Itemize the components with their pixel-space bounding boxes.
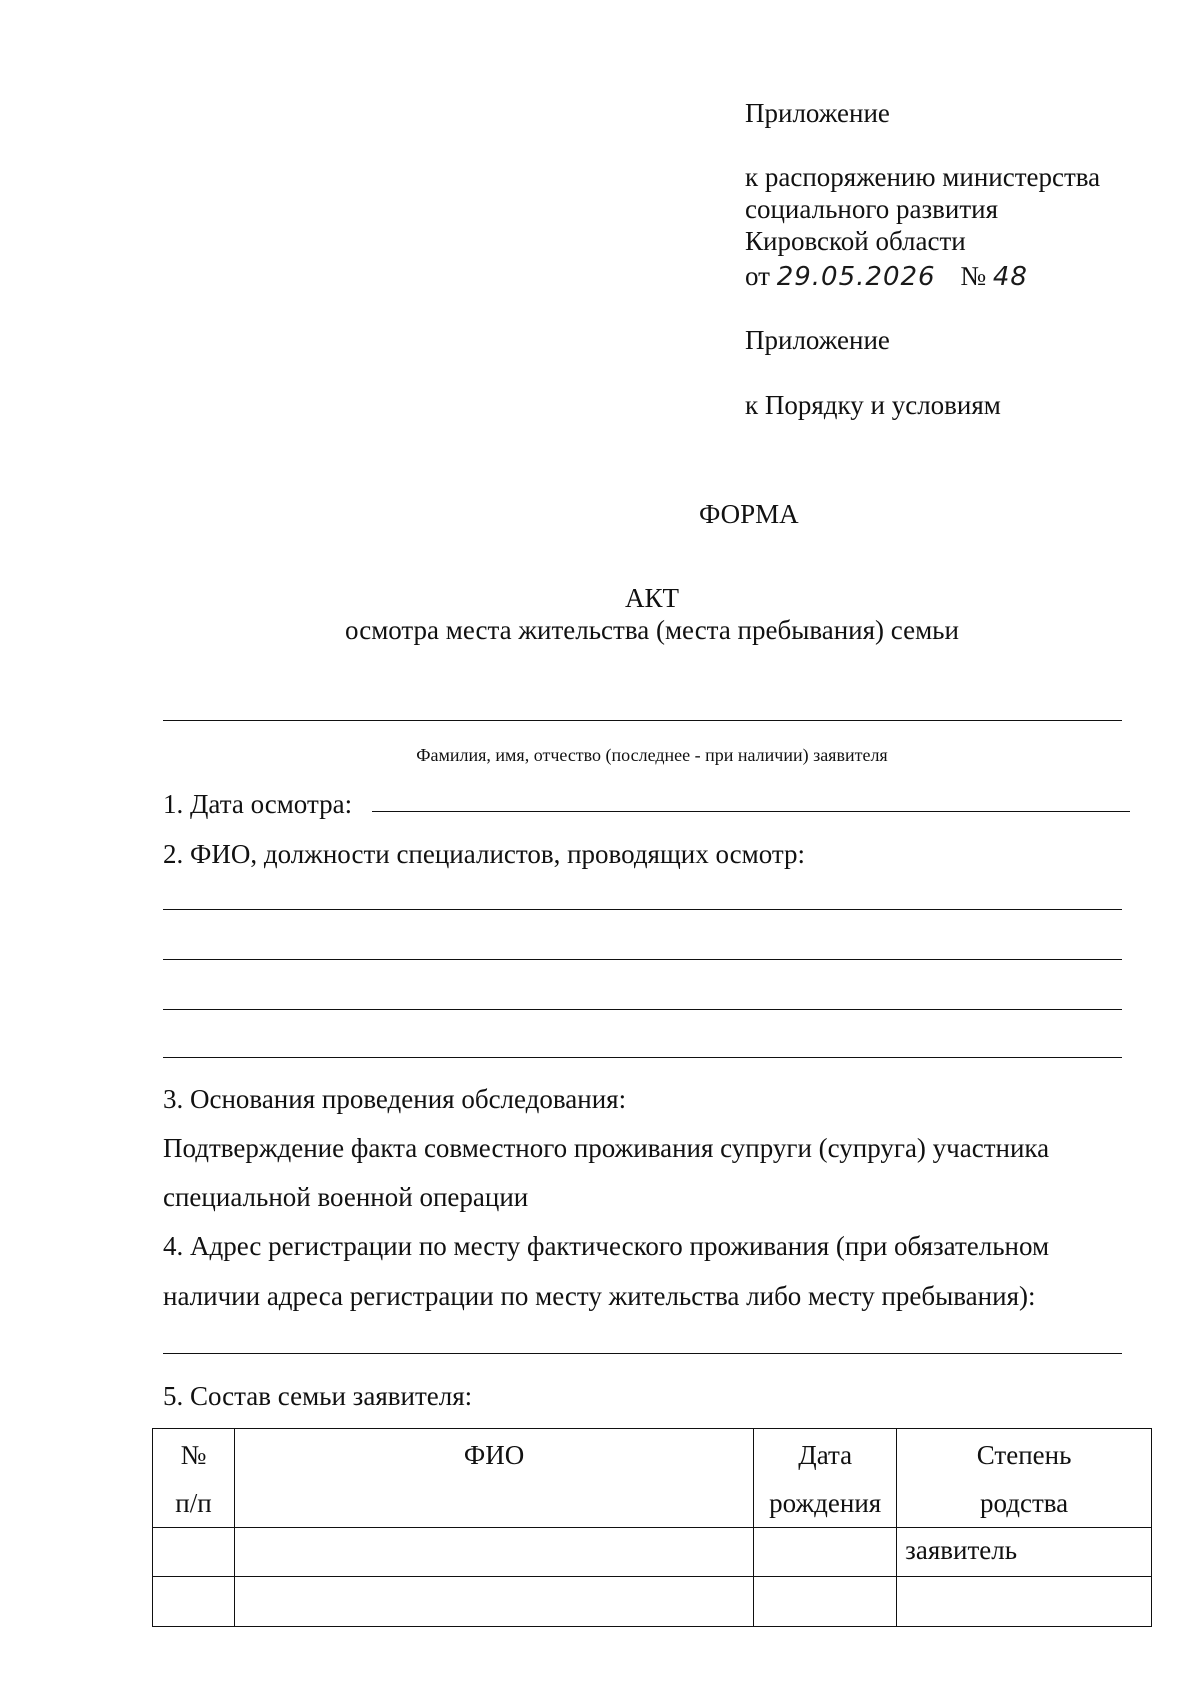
inspection-date-line[interactable] xyxy=(372,811,1130,812)
header-relation xyxy=(897,1429,1152,1528)
inspection-date-label: 1. Дата осмотра: xyxy=(163,789,353,819)
family-table xyxy=(152,1428,1152,1627)
header-birth xyxy=(754,1429,897,1528)
table-header-row xyxy=(153,1429,1152,1528)
specialists-label: 2. ФИО, должности специалистов, проводящих осмотр: xyxy=(163,839,805,869)
header-num-line-2: п/п xyxy=(175,1488,212,1518)
row-2-name[interactable] xyxy=(234,1577,753,1627)
from-prefix: от xyxy=(745,261,770,291)
row-1-birth[interactable] xyxy=(754,1528,897,1577)
applicant-name-line[interactable] xyxy=(163,720,1122,721)
form-label: ФОРМА xyxy=(699,499,799,529)
grounds-text-line-2: специальной военной операции xyxy=(163,1182,529,1212)
grounds-text-line-1: Подтверждение факта совместного проживания супруги (супруга) участника xyxy=(163,1133,1050,1163)
specialists-line-4[interactable] xyxy=(163,1057,1122,1058)
row-1-relation[interactable]: заявитель xyxy=(897,1528,1152,1577)
address-label-line-2: наличии адреса регистрации по месту жительства либо месту пребывания): xyxy=(163,1281,1036,1311)
row-2-num[interactable] xyxy=(153,1577,235,1627)
order-ref-line-2: социального развития xyxy=(745,194,999,224)
specialists-line-3[interactable] xyxy=(163,1009,1122,1010)
row-2-relation[interactable] xyxy=(897,1577,1152,1627)
header-relation-line-1: Степень xyxy=(976,1440,1072,1470)
number-prefix: № xyxy=(960,261,987,291)
address-label-line-1: 4. Адрес регистрации по месту фактического проживания (при обязательном xyxy=(163,1231,1050,1261)
table-row xyxy=(153,1577,1152,1627)
act-title: АКТ xyxy=(625,583,679,613)
row-1-num[interactable] xyxy=(153,1528,235,1577)
header-num-line-1: № xyxy=(180,1440,207,1470)
handwritten-number: 48 xyxy=(992,262,1028,292)
header-name xyxy=(234,1429,753,1528)
order-ref-line-1: к распоряжению министерства xyxy=(745,162,1101,192)
appendix-label: Приложение xyxy=(745,98,890,128)
header-birth-line-1: Дата xyxy=(798,1440,853,1470)
order-date-line xyxy=(745,260,1028,293)
order-ref-line-3: Кировской области xyxy=(745,226,966,256)
act-subtitle: осмотра места жительства (места пребывания) семьи xyxy=(345,615,959,645)
appendix-label-2: Приложение xyxy=(745,325,890,355)
family-label: 5. Состав семьи заявителя: xyxy=(163,1381,473,1411)
header-name-text: ФИО xyxy=(463,1440,525,1470)
row-2-birth[interactable] xyxy=(754,1577,897,1627)
header-birth-line-2: рождения xyxy=(769,1488,882,1518)
address-line[interactable] xyxy=(163,1353,1122,1354)
specialists-line-2[interactable] xyxy=(163,959,1122,960)
grounds-label: 3. Основания проведения обследования: xyxy=(163,1084,627,1114)
row-1-name[interactable] xyxy=(234,1528,753,1577)
applicant-caption: Фамилия, имя, отчество (последнее - при наличии) заявителя xyxy=(416,745,888,765)
header-relation-line-2: родства xyxy=(980,1488,1069,1518)
header-num xyxy=(153,1429,235,1528)
handwritten-date: 29.05.2026 xyxy=(776,262,936,292)
procedure-ref: к Порядку и условиям xyxy=(745,390,1001,420)
specialists-line-1[interactable] xyxy=(163,909,1122,910)
table-row xyxy=(153,1528,1152,1577)
